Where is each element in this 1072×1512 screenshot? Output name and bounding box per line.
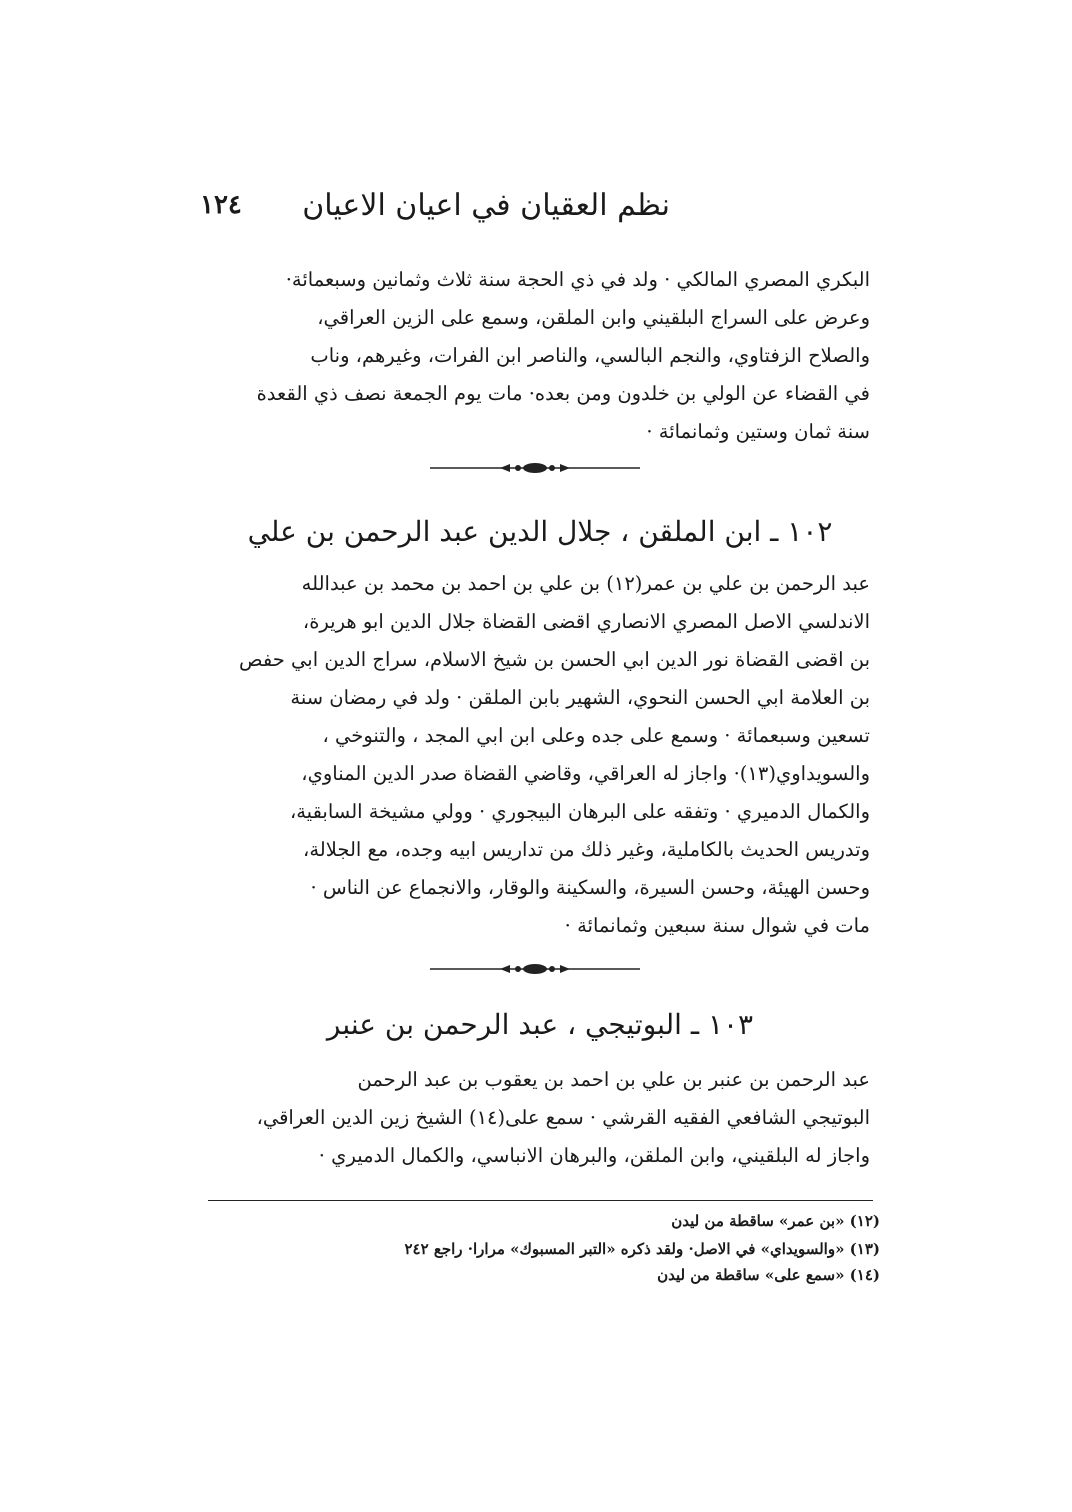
footnote-12: (١٢) «بن عمر» ساقطة من ليدن [671,1212,880,1230]
footnote-14: (١٤) «سمع على» ساقطة من ليدن [657,1266,880,1284]
text-line: بن اقضى القضاة نور الدين ابي الحسن بن شيخ الاسلام، سراج الدين ابي حفص [239,648,870,671]
text-line: في القضاء عن الولي بن خلدون ومن بعده· مات يوم الجمعة نصف ذي القعدة [256,382,870,405]
text-line: بن العلامة ابي الحسن النحوي، الشهير بابن الملقن · ولد في رمضان سنة [290,686,870,709]
text-line: واجاز له البلقيني، وابن الملقن، والبرهان الانباسي، والكمال الدميري · [318,1144,870,1167]
entry-body-102 [205,572,870,952]
footnote-separator [208,1200,873,1201]
text-line: البوتيجي الشافعي الفقيه القرشي · سمع على(١٤) الشيخ زين الدين العراقي، [256,1106,870,1129]
section-divider-ornament [430,461,640,475]
text-line: والكمال الدميري · وتفقه على البرهان البيجوري · وولي مشيخة السابقية، [289,800,870,823]
running-title: نظم العقيان في اعيان الاعيان [302,188,670,223]
text-line: عبد الرحمن بن عنبر بن علي بن احمد بن يعقوب بن عبد الرحمن [357,1068,870,1091]
text-line: مات في شوال سنة سبعين وثمانمائة · [564,914,870,937]
running-header [200,180,880,250]
text-line: والصلاح الزفتاوي، والنجم البالسي، والناصر ابن الفرات، وغيرهم، وناب [310,344,870,367]
entry-heading-102: ١٠٢ ـ ابن الملقن ، جلال الدين عبد الرحمن بن علي [247,515,833,548]
text-line: عبد الرحمن بن علي بن عمر(١٢) بن علي بن احمد بن محمد بن عبدالله [301,572,870,595]
page-number: ١٢٤ [200,190,242,220]
text-line: الاندلسي الاصل المصري الانصاري اقضى القضاة جلال الدين ابو هريرة، [302,610,870,633]
section-divider-ornament [430,962,640,976]
text-line: وعرض على السراج البلقيني وابن الملقن، وسمع على الزين العراقي، [317,306,870,329]
entry-body-103 [205,1068,870,1188]
text-line: سنة ثمان وستين وثمانمائة · [646,420,870,443]
text-line: تسعين وسبعمائة · وسمع على جده وعلى ابن ابي المجد ، والتنوخي ، [322,724,870,747]
text-line: وحسن الهيئة، وحسن السيرة، والسكينة والوقار، والانجماع عن الناس · [310,876,870,899]
footnote-13: (١٣) «والسويداي» في الاصل· ولقد ذكره «التبر المسبوك» مرارا· راجع ٢٤٢ [404,1240,880,1258]
continued-paragraph [205,268,870,478]
text-line: وتدريس الحديث بالكاملية، وغير ذلك من تداريس ابيه وجده، مع الجلالة، [303,838,870,861]
text-line: البكري المصري المالكي · ولد في ذي الحجة سنة ثلاث وثمانين وسبعمائة· [285,268,870,291]
entry-heading-103: ١٠٣ ـ البوتيجي ، عبد الرحمن بن عنبر [326,1008,754,1041]
text-line: والسويداوي(١٣)· واجاز له العراقي، وقاضي القضاة صدر الدين المناوي، [301,762,870,785]
